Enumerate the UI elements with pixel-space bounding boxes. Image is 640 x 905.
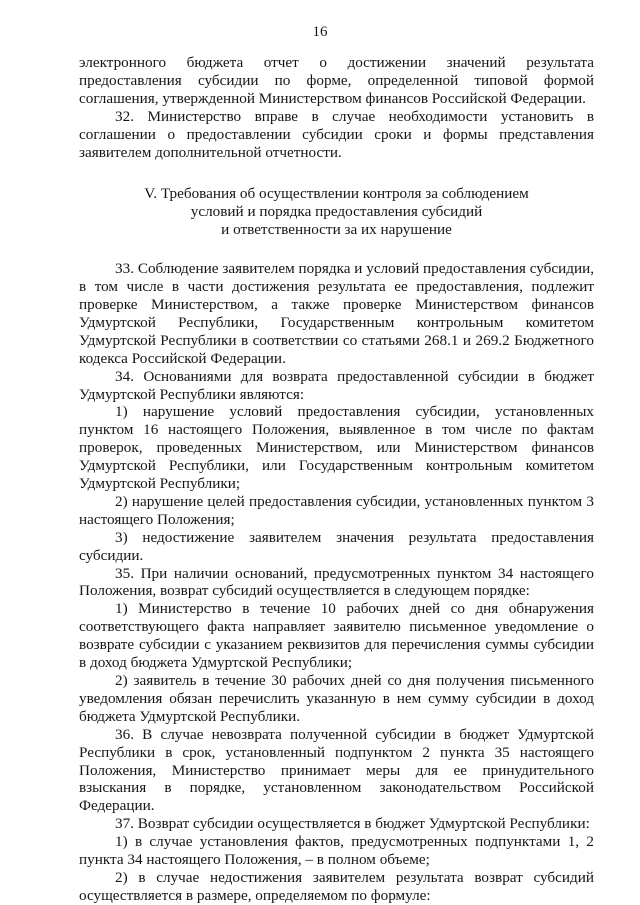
paragraph-32: 32. Министерство вправе в случае необходимости установить в соглашении о предоставлении субсидии сроки и формы представления заявителем дополнительной отчетности.: [79, 107, 594, 161]
paragraph-35-item-1: 1) Министерство в течение 10 рабочих дней со дня обнаружения соответствующего факта направляет заявителю письменное уведомление о возврате субсидии с указанием реквизитов для перечисления суммы субсидии в доход бюджета Удмуртской Республики;: [79, 600, 594, 672]
paragraph-34: 34. Основаниями для возврата предоставленной субсидии в бюджет Удмуртской Республики являются:: [79, 367, 594, 403]
paragraph-37-item-1: 1) в случае установления фактов, предусмотренных подпунктами 1, 2 пункта 34 настоящего Положения, – в полном объеме;: [79, 833, 594, 869]
paragraph-35: 35. При наличии оснований, предусмотренных пунктом 34 настоящего Положения, возврат субсидий осуществляется в следующем порядке:: [79, 564, 594, 600]
page-number: 16: [312, 24, 328, 40]
paragraph-34-item-3: 3) недостижение заявителем значения результата предоставления субсидии.: [79, 528, 594, 564]
paragraph-37: 37. Возврат субсидии осуществляется в бюджет Удмуртской Республики:: [115, 815, 590, 833]
section-heading: V. Требования об осуществлении контроля за соблюдением условий и порядка предоставления субсидий и ответственности за их нарушение: [144, 185, 529, 239]
document-body: [79, 54, 594, 905]
paragraph-33: 33. Соблюдение заявителем порядка и условий предоставления субсидии, в том числе в части достижения результата ее предоставления, подлежит проверке Министерством, а также проверке Министерством финансов Удмуртской Республики, Государственным контрольным комитетом Удмуртской Республики в соответствии со статьями 268.1 и 269.2 Бюджетного кодекса Российской Федерации.: [79, 260, 594, 367]
paragraph-34-item-2: 2) нарушение целей предоставления субсидии, установленных пунктом 3 настоящего Положения;: [79, 492, 594, 528]
paragraph-34-item-1: 1) нарушение условий предоставления субсидии, установленных пунктом 16 настоящего Положения, выявленное в том числе по фактам проверок, проведенных Министерством, или Министерством финансов Удмуртской Республики, или Государственным контрольным комитетом Удмуртской Республики;: [79, 403, 594, 493]
paragraph-35-item-2: 2) заявитель в течение 30 рабочих дней со дня получения письменного уведомления обязан перечислить указанную в нем сумму субсидии в доход бюджета Удмуртской Республики.: [79, 672, 594, 725]
paragraph-37-item-2: 2) в случае недостижения заявителем результата возврат субсидий осуществляется в размере, определяемом по формуле:: [79, 868, 594, 904]
paragraph-continuation: электронного бюджета отчет о достижении значений результата предоставления субсидии по форме, определенной типовой формой соглашения, утвержденной Министерством финансов Российской Федерации.: [79, 54, 594, 107]
paragraph-36: 36. В случае невозврата полученной субсидии в бюджет Удмуртской Республики в срок, установленный подпунктом 2 пункта 35 настоящего Положения, Министерство принимает меры для ее принудительного взыскания в порядке, установленном законодательством Российской Федерации.: [79, 725, 594, 815]
